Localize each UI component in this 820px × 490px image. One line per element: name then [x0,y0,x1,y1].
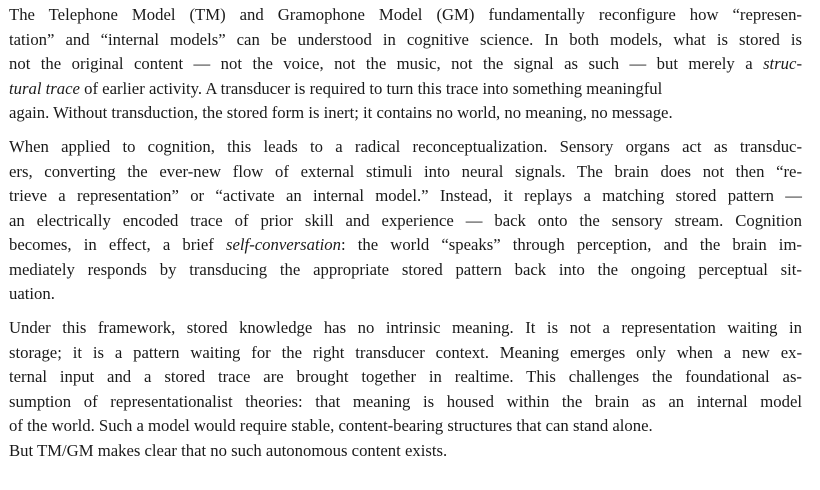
text-run: tation” and “internal models” can be understood in cognitive science. In both models, what is stored is [9,29,802,49]
text-line [9,77,802,102]
emphasis-text: tural trace [9,78,80,98]
text-run: of earlier activity. A transducer is required to turn this trace into something meaningful [79,78,663,98]
text-run: ternal input and a stored trace are brought together in realtime. This challenges the foundational as- [9,367,802,386]
text-run: sumption of representationalist theories: that meaning is housed within the brain as an internal model [9,391,802,411]
text-run: ers, converting the ever-new flow of external stimuli into neural signals. The brain does not then “re- [9,161,802,181]
text-line [9,52,802,77]
text-run: : the world “speaks” through perception, and the brain im- [340,235,802,254]
text-line [9,233,802,258]
text-run: When applied to cognition, this leads to a radical reconceptualization. Sensory organs act as transduc- [9,137,802,156]
text-line [9,135,802,160]
text-line [9,160,802,185]
text-line [9,390,802,415]
text-line [9,184,802,209]
text-line [9,341,802,366]
text-line [9,101,802,126]
text-line [9,282,802,307]
text-line [9,439,802,464]
text-line [9,258,802,283]
text-run: an electrically encoded trace of prior skill and experience — back onto the sensory stream. Cognition [9,210,802,230]
text-run: uation. [9,284,55,303]
text-run: trieve a representation” or “activate an internal model.” Instead, it replays a matching stored pattern — [9,186,802,205]
text-run: becomes, in effect, a brief [9,235,227,254]
text-line [9,3,802,28]
text-run: storage; it is a pattern waiting for the right transducer context. Meaning emerges only when a new ex- [9,342,802,362]
text-run: But TM/GM makes clear that no such autonomous content exists. [9,440,448,460]
text-run: not the original content — not the voice, not the music, not the signal as such — but merely a [9,54,764,73]
paragraph-2 [9,135,802,307]
emphasis-text: struc- [763,54,802,73]
paragraph-1 [9,3,802,126]
text-line [9,316,802,341]
emphasis-text: self-conversation [226,235,341,254]
text-run: Under this framework, stored knowledge has no intrinsic meaning. It is not a representation waiting in [9,318,802,337]
text-line [9,209,802,234]
text-run: mediately responds by transducing the appropriate stored pattern back into the ongoing perceptual sit- [9,259,802,279]
paragraph-3 [9,316,802,463]
text-line [9,414,802,439]
text-run: of the world. Such a model would require stable, content-bearing structures that can stand alone. [9,416,653,435]
text-run: The Telephone Model (TM) and Gramophone Model (GM) fundamentally reconfigure how “represen- [9,5,802,24]
text-line [9,28,802,53]
text-line [9,365,802,390]
text-run: again. Without transduction, the stored form is inert; it contains no world, no meaning, no message. [9,103,673,122]
